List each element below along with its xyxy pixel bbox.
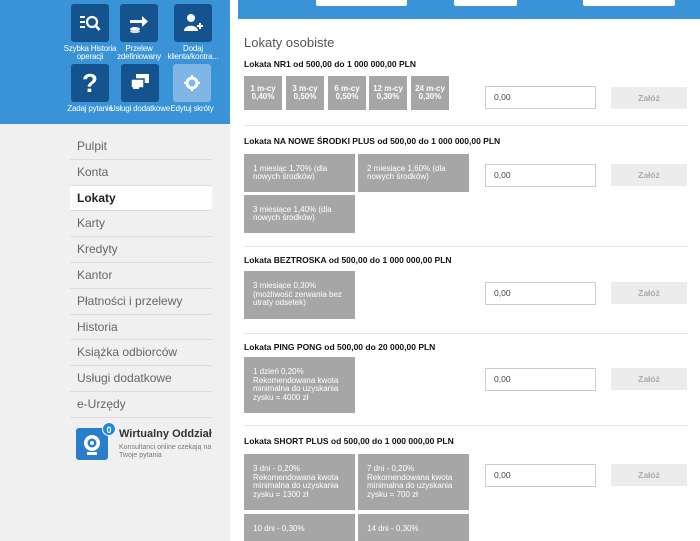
open-deposit-button[interactable]: Załóż bbox=[611, 368, 687, 390]
menu-item-kredyty[interactable]: Kredyty bbox=[70, 237, 212, 263]
menu-item-pulpit[interactable]: Pulpit bbox=[70, 134, 212, 160]
menu-item-ksiazka-odbiorcow[interactable]: Książka odbiorców bbox=[70, 340, 212, 366]
add-person-icon bbox=[174, 4, 212, 42]
quick-transfer-label: Przelew zdefiniowany bbox=[117, 44, 161, 61]
transfer-arrow-icon bbox=[120, 4, 158, 42]
open-deposit-button[interactable]: Załóż bbox=[611, 164, 687, 186]
open-deposit-button[interactable]: Załóż bbox=[611, 282, 687, 304]
deposit-option[interactable]: 3 m-cy 0,50% bbox=[286, 76, 324, 110]
deposit-option[interactable]: 3 dni - 0,20% Rekomendowana kwota minimalna do uzyskania zysku = 1300 zł bbox=[244, 454, 355, 510]
open-deposit-button[interactable]: Załóż bbox=[611, 87, 687, 109]
menu-item-historia[interactable]: Historia bbox=[70, 315, 212, 341]
menu-item-uslugi-dodatkowe[interactable]: Usługi dodatkowe bbox=[70, 366, 212, 392]
deposit-option[interactable]: 2 miesiące 1,60% (dla nowych środków) bbox=[358, 154, 469, 192]
menu-item-karty[interactable]: Karty bbox=[70, 211, 212, 237]
amount-input[interactable]: 0,00 bbox=[485, 282, 596, 305]
divider bbox=[244, 246, 688, 247]
deposit-option[interactable]: 3 miesiące 0,30% (możliwość zerwania bez utraty odsetek) bbox=[244, 271, 355, 319]
deposit-option[interactable]: 12 m-cy 0,30% bbox=[369, 76, 407, 110]
quick-edit-shortcuts-label: Edytuj skróty bbox=[170, 104, 214, 113]
deposit-title: Lokata NA NOWE ŚRODKI PLUS od 500,00 do 1 000 000,00 PLN bbox=[244, 136, 501, 146]
quick-edit-shortcuts-button[interactable] bbox=[162, 64, 222, 113]
deposit-option[interactable]: 1 miesiąc 1,70% (dla nowych środków) bbox=[244, 154, 355, 192]
deposit-option[interactable]: 7 dni - 0,20% Rekomendowana kwota minimalna do uzyskania zysku = 700 zł bbox=[358, 454, 469, 510]
divider bbox=[244, 125, 688, 126]
open-deposit-button[interactable]: Załóż bbox=[611, 464, 687, 486]
top-field[interactable] bbox=[583, 0, 675, 6]
amount-input[interactable]: 0,00 bbox=[485, 464, 596, 487]
deposit-option[interactable]: 24 m-cy 0,30% bbox=[411, 76, 449, 110]
services-icon bbox=[121, 64, 159, 102]
quick-history-label: Szybka Historia operacji bbox=[63, 44, 117, 61]
virtual-office-subtitle: Konsultanci online czekają na Twoje pytania bbox=[119, 444, 212, 459]
notification-badge: 0 bbox=[102, 422, 116, 436]
magnifier-list-icon bbox=[71, 4, 109, 42]
deposit-title: Lokata NR1 od 500,00 do 1 000 000,00 PLN bbox=[244, 59, 416, 69]
divider bbox=[244, 425, 688, 426]
sidebar bbox=[0, 0, 230, 541]
question-icon: ? bbox=[71, 64, 109, 102]
deposit-option[interactable]: 6 m-cy 0,50% bbox=[328, 76, 366, 110]
main-content bbox=[230, 0, 700, 541]
top-field[interactable] bbox=[454, 0, 517, 6]
menu-item-e-urzedy[interactable]: e-Urzędy bbox=[70, 392, 212, 418]
menu-item-platnosci[interactable]: Płatności i przelewy bbox=[70, 289, 212, 315]
amount-input[interactable]: 0,00 bbox=[485, 86, 596, 109]
deposit-title: Lokata SHORT PLUS od 500,00 do 1 000 000,00 PLN bbox=[244, 436, 454, 446]
quick-transfer-button[interactable] bbox=[109, 4, 169, 61]
menu-item-konta[interactable]: Konta bbox=[70, 160, 212, 186]
amount-input[interactable]: 0,00 bbox=[485, 368, 596, 391]
deposit-title: Lokata PING PONG od 500,00 do 20 000,00 PLN bbox=[244, 342, 436, 352]
quick-services-label: Usługi dodatkowe bbox=[110, 104, 170, 113]
virtual-office[interactable] bbox=[76, 424, 216, 464]
quick-ask-question-label: Zadaj pytanie bbox=[67, 104, 113, 113]
menu-item-kantor[interactable]: Kantor bbox=[70, 263, 212, 289]
virtual-office-title: Wirtualny Oddział bbox=[119, 428, 212, 440]
main-menu bbox=[70, 134, 212, 418]
quick-add-client-label: Dodaj klienta/kontra... bbox=[167, 44, 219, 61]
quick-add-client-button[interactable] bbox=[163, 4, 223, 61]
quick-services-button[interactable] bbox=[110, 64, 170, 113]
top-bar bbox=[238, 0, 700, 19]
amount-input[interactable]: 0,00 bbox=[485, 164, 596, 187]
deposit-option[interactable]: 3 miesiące 1,40% (dla nowych środków) bbox=[244, 195, 355, 233]
deposit-option[interactable]: 10 dni - 0,30% bbox=[244, 514, 355, 541]
menu-item-lokaty[interactable]: Lokaty bbox=[70, 186, 212, 212]
deposit-title: Lokata BEZTROSKA od 500,00 do 1 000 000,00 PLN bbox=[244, 255, 452, 265]
divider bbox=[244, 333, 688, 334]
gear-icon bbox=[173, 64, 211, 102]
top-field[interactable] bbox=[316, 0, 407, 6]
section-title: Lokaty osobiste bbox=[244, 35, 335, 50]
deposit-option[interactable]: 1 dzień 0,20% Rekomendowana kwota minimalna do uzyskania zysku = 4000 zł bbox=[244, 357, 355, 413]
deposit-option[interactable]: 1 m-cy 0,40% bbox=[244, 76, 282, 110]
deposit-option[interactable]: 14 dni - 0,30% bbox=[358, 514, 469, 541]
quick-actions-panel bbox=[0, 0, 230, 124]
